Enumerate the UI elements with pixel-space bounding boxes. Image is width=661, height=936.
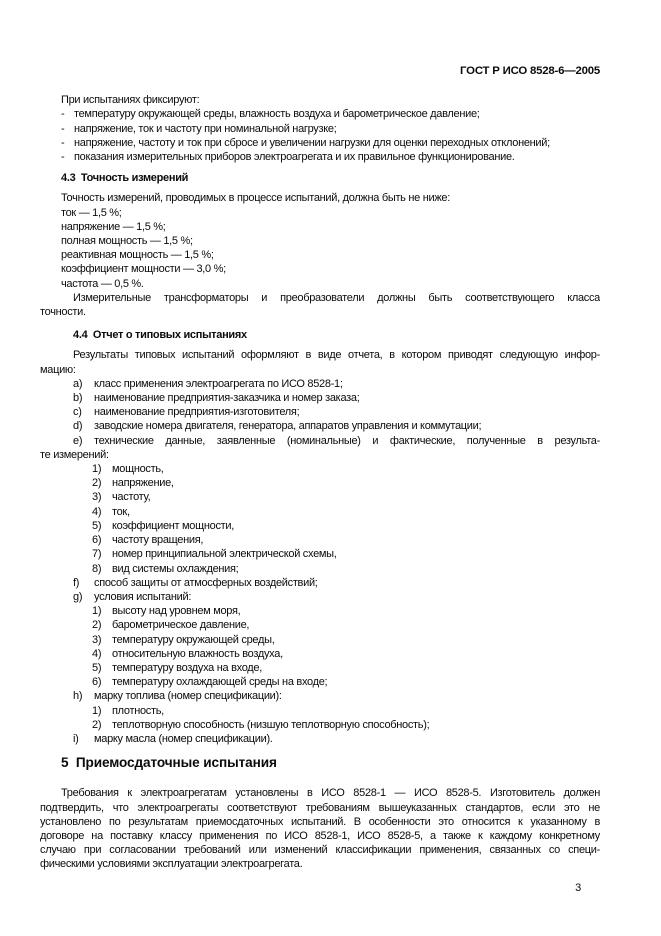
list-marker: 1): [92, 704, 102, 717]
paragraph-line: установлено по результатам приемосдаточных испытаний. В особенности это относится к указанному в: [40, 815, 600, 828]
list-marker: 2): [92, 477, 102, 490]
lettered-list-item: [73, 419, 600, 433]
list-marker: -: [61, 122, 65, 135]
list-item-text: температуру окружающей среды, влажность воздуха и барометрическое давление;: [74, 108, 480, 121]
list-item-text: частоту вращения,: [112, 534, 204, 547]
lettered-list-item: [73, 732, 600, 746]
paragraph-line: частота — 0,5 %.: [61, 277, 144, 290]
numbered-list-item: [92, 519, 600, 533]
paragraph-line: договоре на поставку классу применения по ИСО 8528-1, ИСО 8528-5, а также к каждому конкретному: [40, 829, 600, 842]
list-marker: -: [61, 108, 65, 121]
list-marker: 8): [92, 562, 102, 575]
list-item-text: марку топлива (номер спецификации):: [94, 690, 282, 703]
list-marker: g): [73, 590, 83, 603]
numbered-list-item: [92, 505, 600, 519]
list-item-text: номер принципиальной электрической схемы,: [112, 548, 337, 561]
list-marker: a): [73, 377, 83, 390]
list-item-text: плотность,: [112, 704, 164, 717]
list-item-text: наименование предприятия-заказчика и номер заказа;: [94, 392, 360, 405]
list-marker: f): [73, 576, 80, 589]
paragraph-line: подтвердить, что электроагрегаты соответствуют требованиям вышеуказанных стандартов, если это не: [40, 801, 600, 814]
list-item-text: напряжение, ток и частоту при номинальной нагрузке;: [74, 122, 337, 135]
numbered-list-item: [92, 675, 600, 689]
list-item-text: условия испытаний:: [94, 590, 192, 603]
paragraph-line: реактивная мощность — 1,5 %;: [61, 249, 214, 262]
list-item-text: напряжение,: [112, 477, 174, 490]
lettered-list-item: [73, 391, 600, 405]
list-item-text: высоту над уровнем моря,: [112, 605, 241, 618]
list-marker: 4): [92, 647, 102, 660]
list-marker: i): [73, 732, 79, 745]
list-marker: 7): [92, 548, 102, 561]
lettered-list-item: [73, 377, 600, 391]
list-item-text: способ защиты от атмосферных воздействий;: [94, 576, 318, 589]
list-item-text: частоту,: [112, 491, 151, 504]
paragraph-line: фическими условиями эксплуатации электроагрегата.: [40, 858, 303, 871]
numbered-list-item: [92, 618, 600, 632]
numbered-list-item: [92, 704, 600, 718]
list-marker: 2): [92, 718, 102, 731]
list-item-text: ток,: [112, 505, 130, 518]
list-marker: h): [73, 690, 83, 703]
paragraph-line: коэффициент мощности — 3,0 %;: [61, 263, 226, 276]
list-item-text: показания измерительных приборов электроагрегата и их правильное функционирование.: [74, 151, 515, 164]
list-marker: b): [73, 392, 83, 405]
list-item-text: заводские номера двигателя, генератора, аппаратов управления и коммутации;: [94, 420, 482, 433]
list-marker: 6): [92, 534, 102, 547]
list-item-text: мощность,: [112, 463, 164, 476]
bullet-list-item: [61, 122, 600, 136]
numbered-list-item: [92, 562, 600, 576]
list-marker: 6): [92, 676, 102, 689]
paragraph-line: точности.: [40, 306, 86, 319]
section-heading-5: 5 Приемосдаточные испытания: [61, 755, 277, 771]
list-marker: c): [73, 406, 82, 419]
list-item-text: температуру охлаждающей среды на входе;: [112, 676, 328, 689]
bullet-list-item: [61, 136, 600, 150]
lettered-list-item: [73, 405, 600, 419]
list-item-text: температуру воздуха на входе,: [112, 661, 262, 674]
list-item-text: вид системы охлаждения;: [112, 562, 239, 575]
list-marker: 4): [92, 505, 102, 518]
list-marker: -: [61, 151, 65, 164]
numbered-list-item: [92, 547, 600, 561]
paragraph-line: Требования к электроагрегатам установлены в ИСО 8528-1 — ИСО 8528-5. Изготовитель должен: [61, 787, 600, 800]
list-item-text: теплотворную способность (низшую теплотворную способность);: [112, 718, 430, 731]
list-item-text: температуру окружающей среды,: [112, 633, 275, 646]
numbered-list-item: [92, 462, 600, 476]
list-marker: 3): [92, 633, 102, 646]
list-item-text: относительную влажность воздуха,: [112, 647, 283, 660]
page-number: 3: [575, 881, 581, 894]
paragraph-line: напряжение — 1,5 %;: [61, 220, 166, 233]
bullet-list-item: [61, 107, 600, 121]
lettered-list-item: [73, 434, 600, 448]
numbered-list-item: [92, 661, 600, 675]
paragraph-line: ток — 1,5 %;: [61, 206, 122, 219]
numbered-list-item: [92, 647, 600, 661]
numbered-list-item: [92, 604, 600, 618]
list-marker: 3): [92, 491, 102, 504]
paragraph-line: Измерительные трансформаторы и преобразователи должны быть соответствующего класса: [73, 291, 600, 304]
paragraph-line: При испытаниях фиксируют:: [61, 94, 200, 107]
paragraph-line: случаю при согласовании требований или изменений классификации применения, связанных со специ-: [40, 844, 600, 857]
section-heading-4-4: 4.4 Отчет о типовых испытаниях: [73, 329, 247, 342]
list-marker: -: [61, 136, 65, 149]
paragraph-line: полная мощность — 1,5 %;: [61, 235, 193, 248]
numbered-list-item: [92, 633, 600, 647]
section-heading-4-3: 4.3 Точность измерений: [61, 172, 189, 185]
list-item-text: марку масла (номер спецификации).: [94, 732, 273, 745]
numbered-list-item: [92, 718, 600, 732]
list-marker: 1): [92, 605, 102, 618]
list-marker: 2): [92, 619, 102, 632]
list-marker: d): [73, 420, 83, 433]
paragraph-line: Результаты типовых испытаний оформляют в виде отчета, в котором приводят следующую инфор-: [73, 349, 600, 362]
paragraph-line: Точность измерений, проводимых в процессе испытаний, должна быть не ниже:: [61, 192, 450, 205]
list-item-text: напряжение, частоту и ток при сбросе и увеличении нагрузки для оценки переходных отклонений;: [74, 136, 550, 149]
document-header: ГОСТ Р ИСО 8528-6—2005: [460, 65, 600, 77]
list-item-text: класс применения электроагрегата по ИСО 8528-1;: [94, 377, 343, 390]
list-marker: 5): [92, 519, 102, 532]
list-item-text: технические данные, заявленные (номинальные) и фактические, полученные в результа-: [94, 434, 600, 447]
list-item-text: наименование предприятия-изготовителя;: [94, 406, 300, 419]
document-content: [40, 93, 600, 871]
list-item-text: барометрическое давление,: [112, 619, 250, 632]
lettered-list-item: [73, 590, 600, 604]
list-marker: e): [73, 434, 83, 447]
paragraph-line: мацию:: [40, 363, 76, 376]
list-marker: 1): [92, 463, 102, 476]
paragraph-line: те измерений:: [40, 448, 109, 461]
lettered-list-item: [73, 689, 600, 703]
list-item-text: коэффициент мощности,: [112, 519, 235, 532]
bullet-list-item: [61, 150, 600, 164]
list-marker: 5): [92, 661, 102, 674]
numbered-list-item: [92, 490, 600, 504]
numbered-list-item: [92, 476, 600, 490]
numbered-list-item: [92, 533, 600, 547]
lettered-list-item: [73, 576, 600, 590]
